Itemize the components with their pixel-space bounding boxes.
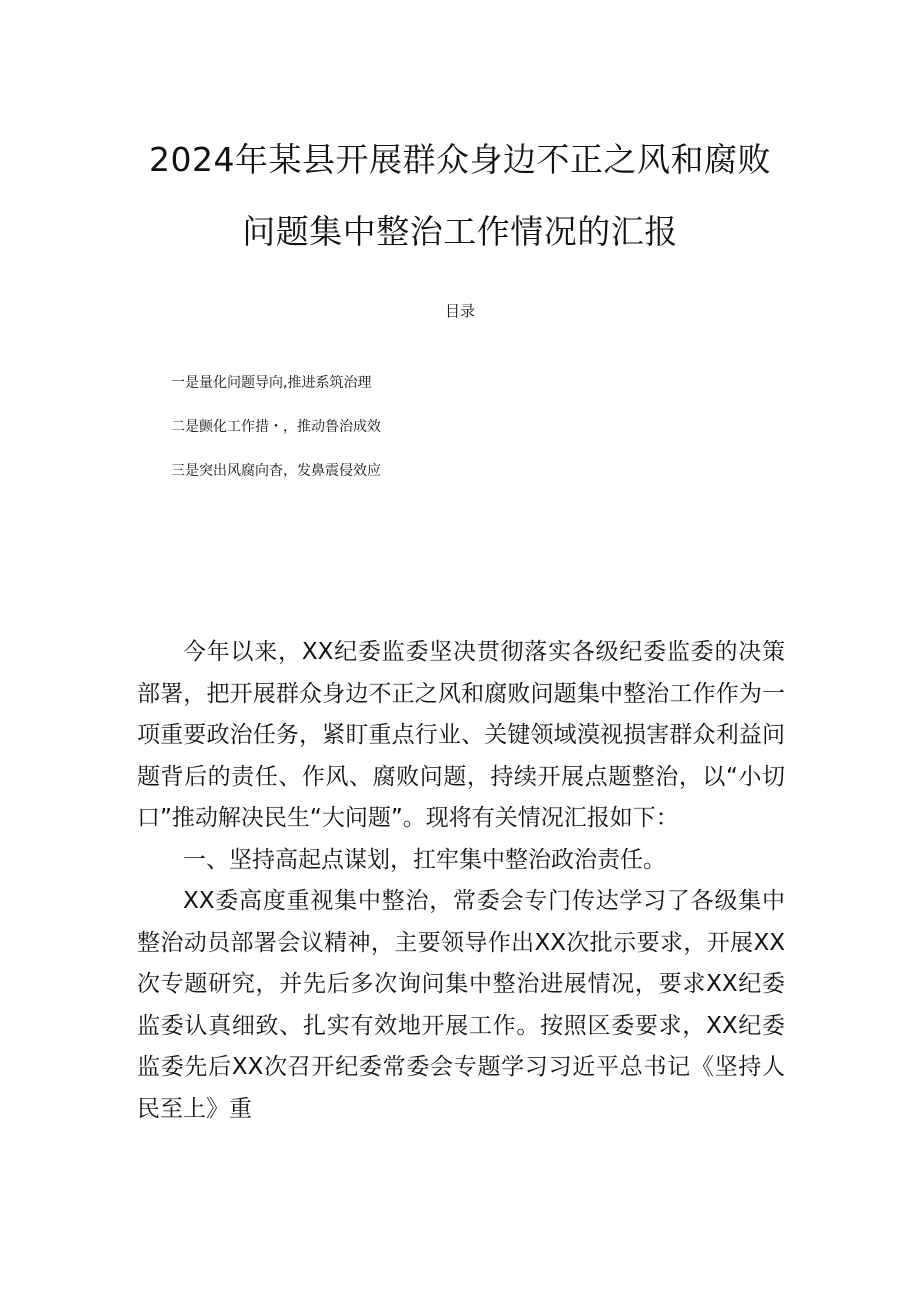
toc-item-3: 三是突出风腐向杳，发鼻震侵效应 (171, 463, 381, 479)
document-body (137, 632, 785, 1130)
document-title-line-1: 2024年某县开展群众身边不正之风和腐败 (149, 140, 771, 179)
section-heading-1: 一、坚持高起点谋划，扛牢集中整治政治责任。 (183, 846, 666, 873)
toc-item-1: 一是量化问题导向,推进系筑治理 (171, 375, 372, 391)
toc-item-2: 二是颤化工作措・，推动鲁治成效 (171, 419, 381, 435)
document-title-line-2: 问题集中整治工作情况的汇报 (242, 212, 678, 251)
paragraph-section-1: XX委高度重视集中整治，常委会专门传达学习了各级集中整治动员部署会议精神，主要领导作出XX次批示要求，开展XX次专题研究，并先后多次询问集中整治进展情况，要求XX纪委监委认真细致、扎实有效地开展工作。按照区委要求，XX纪委监委先后XX次召开纪委常委会专题学习习近平总书记《坚持人民至上》重 (137, 888, 785, 1122)
table-of-contents (171, 372, 381, 504)
toc-heading: 目录 (444, 302, 475, 320)
paragraph-intro: 今年以来，XX纪委监委坚决贯彻落实各级纪委监委的决策部署，把开展群众身边不正之风和腐败问题集中整治工作作为一项重要政治任务，紧盯重点行业、关键领域漠视损害群众利益问题背后的责任、作风、腐败问题，持续开展点题整治，以“小切口”推动解决民生“大问题”。现将有关情况汇报如下： (137, 639, 785, 831)
